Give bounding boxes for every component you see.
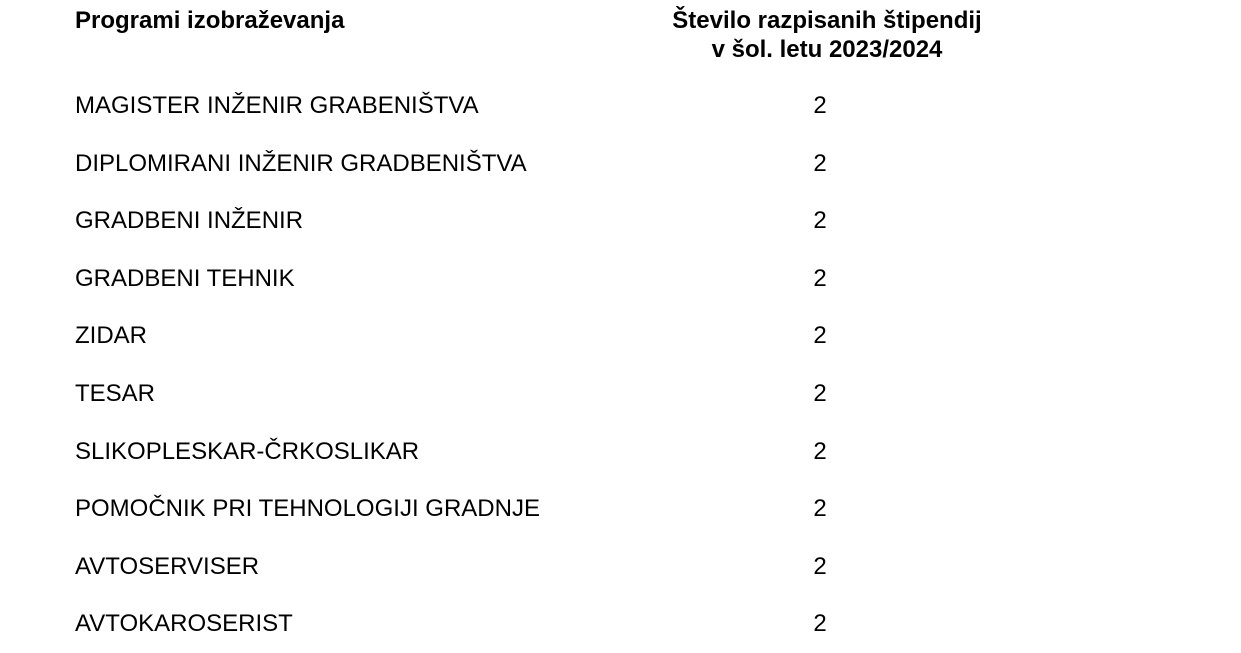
table-row xyxy=(0,423,1241,481)
scholarship-count: 2 xyxy=(813,149,827,177)
scholarship-count: 2 xyxy=(813,264,827,292)
table-row xyxy=(0,480,1241,538)
column-header-count-line1: Število razpisanih štipendij xyxy=(672,7,982,34)
scholarship-count: 2 xyxy=(813,437,827,465)
scholarship-count: 2 xyxy=(813,610,827,638)
table-row xyxy=(0,365,1241,423)
table-row xyxy=(0,135,1241,193)
program-name: ZIDAR xyxy=(75,322,147,350)
scholarship-count: 2 xyxy=(813,495,827,523)
table-row xyxy=(0,595,1241,653)
column-header-program: Programi izobraževanja xyxy=(75,7,345,34)
program-name: SLIKOPLESKAR-ČRKOSLIKAR xyxy=(75,437,420,465)
program-name: TESAR xyxy=(75,379,156,407)
program-table xyxy=(0,77,1241,653)
program-name: MAGISTER INŽENIR GRABENIŠTVA xyxy=(75,92,479,119)
program-name: AVTOSERVISER xyxy=(75,552,260,580)
column-header-scholarship-count xyxy=(627,6,1027,64)
program-name: DIPLOMIRANI INŽENIR GRADBENIŠTVA xyxy=(75,149,527,177)
table-row xyxy=(0,77,1241,135)
table-row xyxy=(0,307,1241,365)
scholarship-count: 2 xyxy=(813,92,827,119)
table-row xyxy=(0,192,1241,250)
program-name: AVTOKAROSERIST xyxy=(75,610,293,638)
scholarship-count: 2 xyxy=(813,322,827,350)
table-row xyxy=(0,538,1241,596)
program-name: POMOČNIK PRI TEHNOLOGIJI GRADNJE xyxy=(75,495,540,523)
table-row xyxy=(0,250,1241,308)
program-name: GRADBENI INŽENIR xyxy=(75,207,304,235)
column-header-count-line2: v šol. letu 2023/2024 xyxy=(711,36,943,63)
scholarship-count: 2 xyxy=(813,207,827,235)
scholarship-count: 2 xyxy=(813,552,827,580)
program-name: GRADBENI TEHNIK xyxy=(75,264,295,292)
scholarship-count: 2 xyxy=(813,379,827,407)
